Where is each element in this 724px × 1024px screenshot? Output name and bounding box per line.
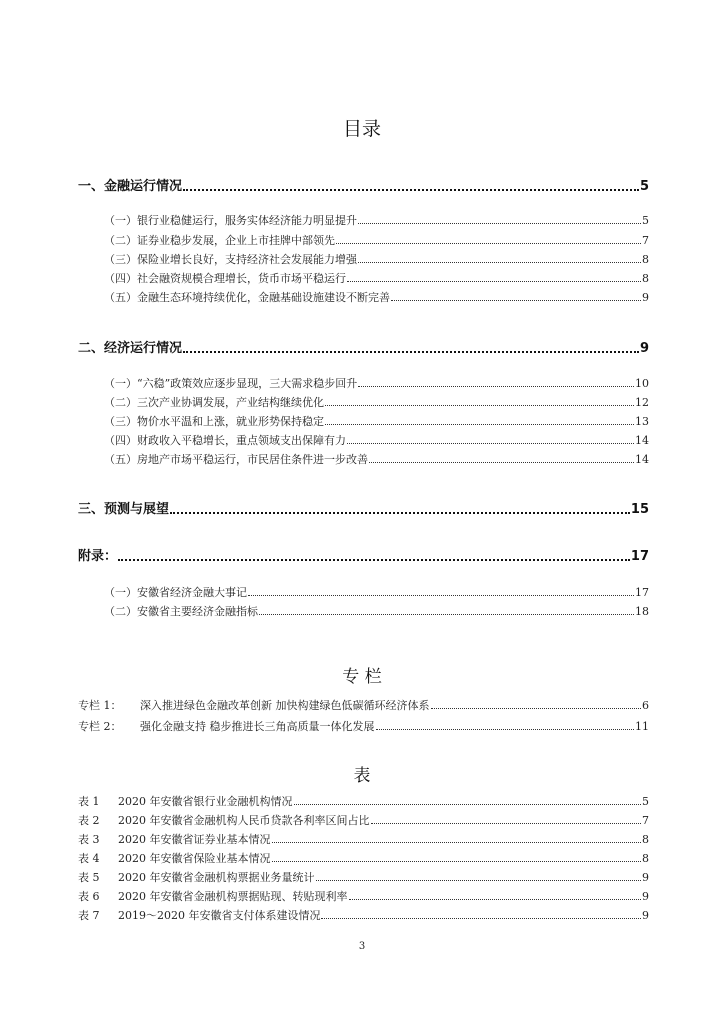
toc-section-page: 5 bbox=[639, 179, 649, 194]
toc-section-label: 二、经济运行情况 bbox=[78, 341, 183, 356]
table-number: 表 4 bbox=[78, 852, 100, 865]
toc-item[interactable] bbox=[104, 603, 649, 619]
table-label: 2020 年安徽省金融机构票据业务量统计 bbox=[118, 871, 315, 884]
table-page: 5 bbox=[642, 795, 649, 808]
toc-section-label: 附录： bbox=[78, 549, 118, 564]
table-page: 8 bbox=[642, 833, 649, 846]
toc-item-page: 10 bbox=[635, 377, 649, 390]
toc-item[interactable] bbox=[104, 289, 649, 305]
leader-dots bbox=[325, 405, 634, 406]
table-list-item[interactable] bbox=[78, 793, 649, 809]
leader-dots bbox=[183, 351, 639, 353]
special-column-label: 强化金融支持 稳步推进长三角高质量一体化发展 bbox=[140, 720, 375, 733]
toc-item[interactable] bbox=[104, 413, 649, 429]
toc-section-label: 一、金融运行情况 bbox=[78, 179, 183, 194]
leader-dots bbox=[183, 189, 639, 191]
table-page: 9 bbox=[642, 909, 649, 922]
toc-item[interactable] bbox=[104, 375, 649, 391]
toc-section-2[interactable] bbox=[78, 337, 649, 356]
special-columns-title: 专 栏 bbox=[342, 667, 382, 687]
table-label: 2020 年安徽省金融机构票据贴现、转贴现利率 bbox=[118, 890, 348, 903]
toc-item-label: （五）金融生态环境持续优化，金融基础设施建设不断完善 bbox=[104, 291, 390, 304]
toc-item[interactable] bbox=[104, 451, 649, 467]
toc-item-page: 12 bbox=[635, 396, 649, 409]
leader-dots bbox=[371, 823, 642, 824]
toc-section-label: 三、预测与展望 bbox=[78, 502, 170, 517]
leader-dots bbox=[358, 386, 634, 387]
table-number: 表 7 bbox=[78, 909, 100, 922]
leader-dots bbox=[259, 614, 634, 615]
toc-item-page: 8 bbox=[642, 272, 649, 285]
tables-title: 表 bbox=[353, 766, 371, 786]
toc-item-page: 18 bbox=[635, 605, 649, 618]
table-label: 2020 年安徽省证券业基本情况 bbox=[118, 833, 271, 846]
page-number: 3 bbox=[358, 941, 366, 952]
toc-item-label: （四）社会融资规模合理增长，货币市场平稳运行 bbox=[104, 272, 346, 285]
toc-title: 目录 bbox=[342, 118, 381, 140]
special-column-page: 11 bbox=[635, 720, 649, 733]
toc-item-page: 5 bbox=[642, 214, 649, 227]
leader-dots bbox=[391, 300, 641, 301]
toc-item[interactable] bbox=[104, 232, 649, 248]
toc-section-page: 15 bbox=[630, 502, 649, 517]
toc-item-label: （一）银行业稳健运行，服务实体经济能力明显提升 bbox=[104, 214, 357, 227]
leader-dots bbox=[347, 281, 641, 282]
leader-dots bbox=[272, 842, 642, 843]
leader-dots bbox=[369, 462, 634, 463]
toc-section-page: 9 bbox=[639, 341, 649, 356]
toc-item-label: （四）财政收入平稳增长，重点领域支出保障有力 bbox=[104, 434, 346, 447]
table-list-item[interactable] bbox=[78, 812, 649, 828]
toc-section-appendix[interactable] bbox=[78, 545, 649, 564]
toc-item-label: （五）房地产市场平稳运行，市民居住条件进一步改善 bbox=[104, 453, 368, 466]
leader-dots bbox=[316, 880, 642, 881]
leader-dots bbox=[376, 729, 635, 730]
toc-section-3[interactable] bbox=[78, 498, 649, 517]
leader-dots bbox=[118, 559, 630, 561]
table-page: 9 bbox=[642, 871, 649, 884]
toc-item-label: （一）“六稳”政策效应逐步显现，三大需求稳步回升 bbox=[104, 377, 358, 390]
table-number: 表 1 bbox=[78, 795, 100, 808]
special-column-number: 专栏 2： bbox=[78, 720, 122, 733]
special-column-item[interactable] bbox=[78, 697, 649, 713]
table-list-item[interactable] bbox=[78, 831, 649, 847]
toc-item-page: 13 bbox=[635, 415, 649, 428]
leader-dots bbox=[321, 918, 641, 919]
leader-dots bbox=[347, 443, 634, 444]
toc-item-page: 14 bbox=[635, 434, 649, 447]
toc-item-label: （二）证券业稳步发展，企业上市挂牌中部领先 bbox=[104, 234, 335, 247]
toc-section-page: 17 bbox=[630, 549, 649, 564]
toc-item-page: 8 bbox=[642, 253, 649, 266]
table-number: 表 2 bbox=[78, 814, 100, 827]
toc-item[interactable] bbox=[104, 432, 649, 448]
toc-item[interactable] bbox=[104, 394, 649, 410]
table-label: 2020 年安徽省金融机构人民币贷款各利率区间占比 bbox=[118, 814, 370, 827]
toc-item-label: （三）物价水平温和上涨，就业形势保持稳定 bbox=[104, 415, 324, 428]
toc-item-page: 9 bbox=[642, 291, 649, 304]
table-label: 2019～2020 年安徽省支付体系建设情况 bbox=[118, 909, 321, 922]
special-column-page: 6 bbox=[642, 699, 649, 712]
toc-item-page: 7 bbox=[642, 234, 649, 247]
table-number: 表 5 bbox=[78, 871, 100, 884]
toc-item-page: 17 bbox=[635, 586, 649, 599]
special-column-label: 深入推进绿色金融改革创新 加快构建绿色低碳循环经济体系 bbox=[140, 699, 430, 712]
leader-dots bbox=[431, 708, 642, 709]
leader-dots bbox=[349, 899, 642, 900]
table-number: 表 6 bbox=[78, 890, 100, 903]
table-label: 2020 年安徽省银行业金融机构情况 bbox=[118, 795, 293, 808]
leader-dots bbox=[248, 595, 634, 596]
table-list-item[interactable] bbox=[78, 850, 649, 866]
toc-item[interactable] bbox=[104, 270, 649, 286]
toc-item[interactable] bbox=[104, 212, 649, 228]
special-column-item[interactable] bbox=[78, 718, 649, 734]
leader-dots bbox=[170, 512, 630, 514]
leader-dots bbox=[358, 262, 641, 263]
special-column-number: 专栏 1： bbox=[78, 699, 122, 712]
table-list-item[interactable] bbox=[78, 888, 649, 904]
toc-item-label: （三）保险业增长良好，支持经济社会发展能力增强 bbox=[104, 253, 357, 266]
table-page: 9 bbox=[642, 890, 649, 903]
toc-item-label: （二）安徽省主要经济金融指标 bbox=[104, 605, 258, 618]
toc-item-label: （二）三次产业协调发展，产业结构继续优化 bbox=[104, 396, 324, 409]
table-number: 表 3 bbox=[78, 833, 100, 846]
toc-item-label: （一）安徽省经济金融大事记 bbox=[104, 586, 247, 599]
table-list-item[interactable] bbox=[78, 869, 649, 885]
table-list-item[interactable] bbox=[78, 907, 649, 923]
toc-item[interactable] bbox=[104, 584, 649, 600]
leader-dots bbox=[325, 424, 634, 425]
table-label: 2020 年安徽省保险业基本情况 bbox=[118, 852, 271, 865]
toc-section-1[interactable] bbox=[78, 175, 649, 194]
leader-dots bbox=[336, 243, 641, 244]
table-page: 7 bbox=[642, 814, 649, 827]
toc-item[interactable] bbox=[104, 251, 649, 267]
leader-dots bbox=[358, 223, 641, 224]
leader-dots bbox=[294, 804, 642, 805]
leader-dots bbox=[272, 861, 642, 862]
table-page: 8 bbox=[642, 852, 649, 865]
toc-item-page: 14 bbox=[635, 453, 649, 466]
